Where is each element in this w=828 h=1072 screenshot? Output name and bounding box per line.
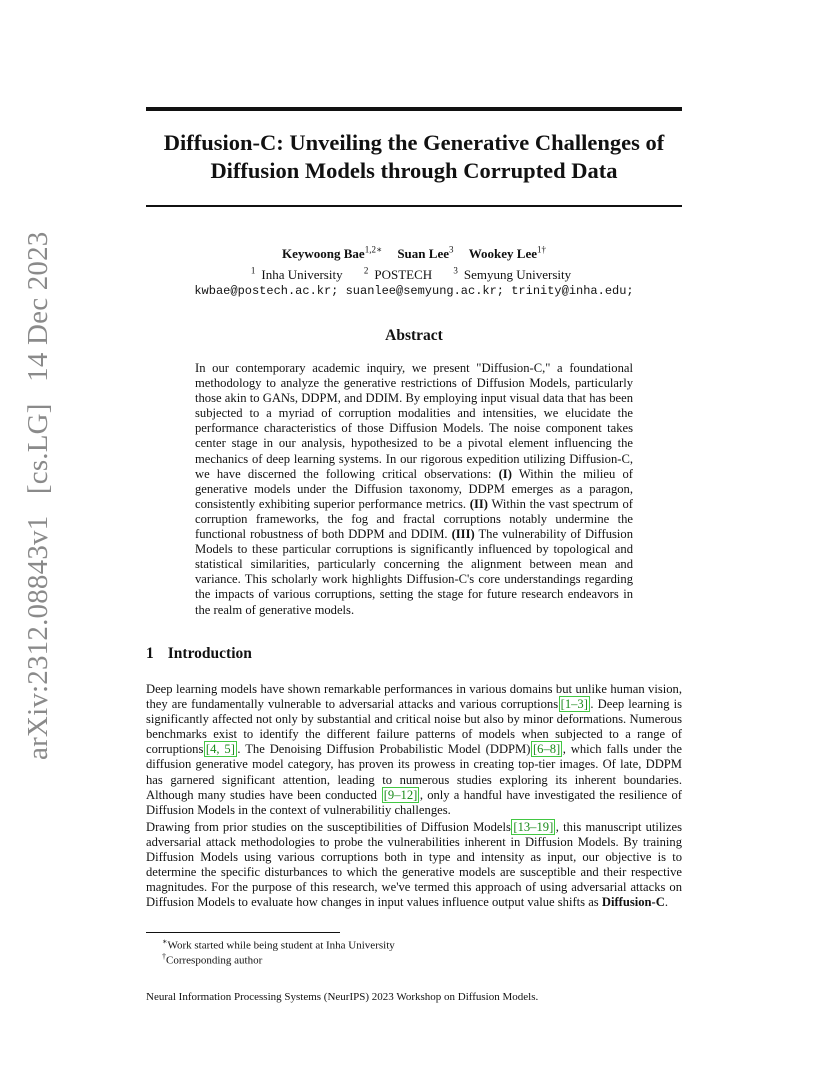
- abstract-body: In our contemporary academic inquiry, we present "Diffusion-C," a foundational methodology to analyze the generative restrictions of Diffusion Models, particularly those akin to GANs, DDPM, and DDIM. By employing input visual data that has been subjected to a myriad of corruption modalities and intensities, we elucidate the performance characteristics of those Diffusion Models. The noise component takes center stage in our analysis, hypothesized to be a pivotal element influencing the mechanics of deep learning systems. In our rigorous expedition utilizing Diffusion-C, we have discerned the following critical observations: (I) Within the milieu of generative models under the Diffusion taxonomy, DDPM emerges as a paragon, consistently exhibiting superior performance metrics. (II) Within the vast spectrum of corruption frameworks, the fog and fractal corruptions notably undermine the functional robustness of both DDPM and DDIM. (III) The vulnerability of Diffusion Models to these particular corruptions is significantly influenced by topological and statistical similarities, particularly concerning the alignment between mean and variance. This scholarly work highlights Diffusion-C's core understandings regarding the impacts of various corruptions, setting the stage for future research endeavors in the realm of generative models.: [195, 361, 634, 617]
- arxiv-watermark: [22, 217, 55, 760]
- section-heading: 1 Introduction: [146, 645, 252, 662]
- affiliations: [146, 262, 682, 282]
- author-names: [146, 242, 682, 262]
- intro-paragraph-2: Drawing from prior studies on the susceptibilities of Diffusion Models [13–19] , this manuscript utilizes adversarial attack methodologies to probe the vulnerabilities inherent in Diffusion Models. By training Diffusion Models using various corruptions both in type and intensity as input, our objective is to determine the specific disturbances to which the generative models are susceptible and their respective magnitudes. For the purpose of this research, we've termed this approach of using adversarial attacks on Diffusion Models to evaluate how changes in input values influence output value shifts as Diffusion-C.: [146, 820, 683, 910]
- arxiv-id: arXiv:2312.08843v1: [22, 515, 54, 760]
- arxiv-date: 14 Dec 2023: [22, 231, 54, 382]
- title-rule-top: [146, 107, 682, 111]
- venue-footer: Neural Information Processing Systems (NeurIPS) 2023 Workshop on Diffusion Models.: [146, 991, 539, 1003]
- citation-link[interactable]: [4, 5]: [205, 742, 235, 757]
- abstract-heading: Abstract: [385, 327, 443, 344]
- affiliation: $^3$ Semyung University: [453, 265, 572, 282]
- affiliation: $^2$ POSTECH: [363, 265, 433, 282]
- affiliation: $^1$ Inha University: [250, 265, 343, 282]
- footnote: †Corresponding author: [162, 952, 263, 967]
- citation-link[interactable]: [6–8]: [532, 742, 561, 757]
- author-block: [146, 242, 682, 299]
- footnote: ∗Work started while being student at Inha University: [162, 937, 395, 952]
- footnote-rule: [146, 932, 340, 933]
- citation-link[interactable]: [13–19]: [513, 820, 554, 834]
- citation-link[interactable]: [9–12]: [383, 787, 418, 802]
- paper-title: Diffusion-C: Unveiling the Generative Challenges of Diffusion Models through Corrupted Data: [163, 130, 665, 183]
- author: Suan Lee$^3$: [397, 245, 454, 262]
- intro-paragraph-1: Deep learning models have shown remarkable performances in various domains but unlike human vision, they are fundamentally vulnerable to adversarial attacks and various corruptions [1–3] . Deep learning is significantly affected not only by substantial and critical noise but also by minor deformations. Numerous benchmarks exist to identify the different failure patterns of models when subjected to a range of corruptions [4, 5] . The Denoising Diffusion Probabilistic Model (DDPM) [6–8] , which falls under the diffusion generative model category, has proven its prowess in creating top-tier images. Of late, DDPM has garnered significant attention, leading to numerous studies exploring its inherent boundaries. Although many studies have been conducted [9–12] , only a handful have investigated the resilience of Diffusion Models in the context of vulnerabilitiy challenges.: [146, 682, 683, 817]
- author: Wookey Lee$^{1\dagger}$: [468, 245, 546, 262]
- author-emails: kwbae@postech.ac.kr; suanlee@semyung.ac.kr; trinity@inha.edu;: [194, 283, 634, 298]
- author: Keywoong Bae$^{1,2∗}$: [282, 245, 383, 262]
- arxiv-category: [cs.LG]: [22, 403, 54, 495]
- title-rule-bottom: [146, 205, 682, 207]
- citation-link[interactable]: [1–3]: [560, 697, 588, 712]
